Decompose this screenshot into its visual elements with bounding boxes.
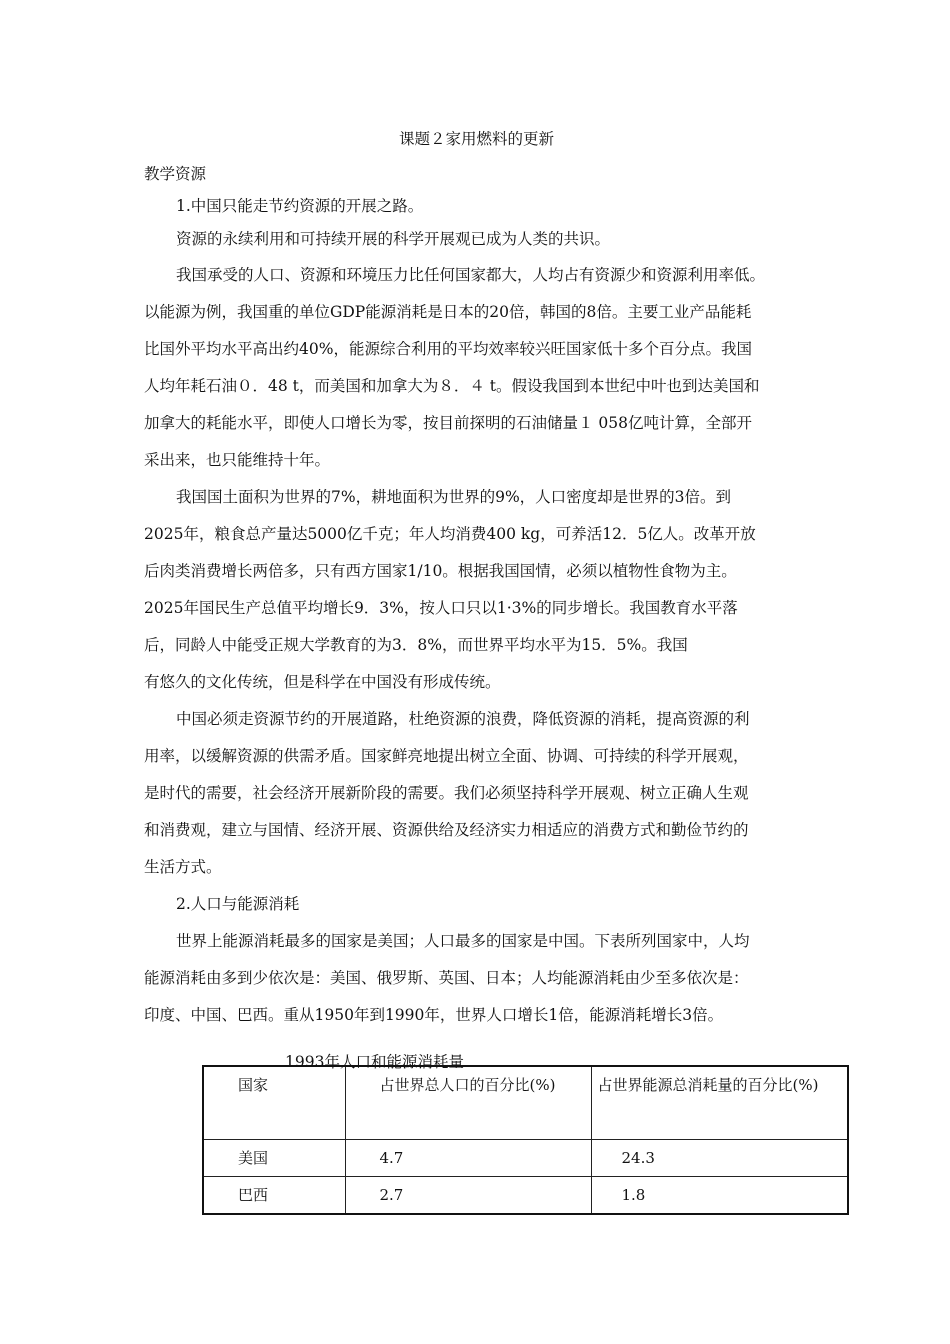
paragraph-line: 采出来，也只能维持十年。	[144, 450, 331, 469]
table-cell: 24.3	[591, 1139, 848, 1176]
paragraph-line: 是时代的需要，社会经济开展新阶段的需要。我们必须坚持科学开展观、树立正确人生观	[144, 783, 749, 802]
paragraph-line: 生活方式。	[144, 857, 222, 876]
paragraph-line: 我国承受的人口、资源和环境压力比任何国家都大，人均占有资源少和资源利用率低。	[176, 265, 766, 284]
table-cell: 4.7	[345, 1139, 591, 1176]
paragraph-line: 中国必须走资源节约的开展道路，杜绝资源的浪费，降低资源的消耗，提高资源的利	[176, 709, 750, 728]
document-title: 课题２家用燃料的更新	[398, 130, 554, 148]
table-caption: 1993年人口和能源消耗量	[285, 1052, 464, 1071]
subheading-1: 1.中国只能走节约资源的开展之路。	[176, 197, 424, 216]
paragraph-line: 印度、中国、巴西。重从1950年到1990年，世界人口增长1倍，能源消耗增长3倍。	[144, 1005, 724, 1024]
table-cell: 巴西	[203, 1176, 345, 1214]
paragraph-line: 世界上能源消耗最多的国家是美国；人口最多的国家是中国。下表所列国家中，人均	[176, 931, 750, 950]
section-heading: 教学资源	[144, 165, 207, 183]
paragraph-line: 能源消耗由多到少依次是：美国、俄罗斯、英国、日本；人均能源消耗由少至多依次是：	[144, 968, 749, 987]
paragraph-line: 加拿大的耗能水平，即使人口增长为零，按目前探明的石油储量１ 058亿吨计算，全部开	[144, 413, 753, 432]
paragraph-5	[144, 923, 809, 1034]
energy-table	[202, 1065, 849, 1215]
paragraph-3	[144, 479, 809, 701]
paragraph-line: 后肉类消费增长两倍多，只有西方国家1/10。根据我国国情，必须以植物性食物为主。	[144, 561, 737, 580]
table-cell: 1.8	[591, 1176, 848, 1214]
paragraph-4	[144, 701, 809, 886]
paragraph-line: 和消费观，建立与国情、经济开展、资源供给及经济实力相适应的消费方式和勤俭节约的	[144, 820, 749, 839]
table-row	[203, 1176, 848, 1214]
document-body	[144, 124, 809, 1082]
paragraph-line: 用率，以缓解资源的供需矛盾。国家鲜亮地提出树立全面、协调、可持续的科学开展观，	[144, 746, 749, 765]
paragraph-line: 比国外平均水平高出约40%，能源综合利用的平均效率较兴旺国家低十多个百分点。我国	[144, 339, 752, 358]
table-header-row	[203, 1066, 848, 1139]
paragraph-line: 有悠久的文化传统，但是科学在中国没有形成传统。	[144, 672, 501, 691]
paragraph-line: 2025年国民生产总值平均增长9．3%，按人口只以1·3%的同步增长。我国教育水平落	[144, 598, 738, 617]
paragraph-line: 我国国土面积为世界的7%，耕地面积为世界的9%，人口密度却是世界的3倍。到	[176, 487, 732, 506]
table-cell: 美国	[203, 1139, 345, 1176]
paragraph-2	[144, 257, 809, 479]
table-header-cell: 占世界总人口的百分比(%)	[345, 1066, 591, 1139]
paragraph-line: 以能源为例，我国重的单位GDP能源消耗是日本的20倍，韩国的8倍。主要工业产品能耗	[144, 302, 752, 321]
paragraph-1: 资源的永续利用和可持续开展的科学开展观已成为人类的共识。	[176, 229, 611, 248]
paragraph-line: 2025年，粮食总产量达5000亿千克；年人均消费400 kg，可养活12．5亿人。改革开放	[144, 524, 756, 543]
table-row	[203, 1139, 848, 1176]
table-header-cell: 占世界能源总消耗量的百分比(%)	[591, 1066, 848, 1139]
table-cell: 2.7	[345, 1176, 591, 1214]
table-header-cell: 国家	[203, 1066, 345, 1139]
subheading-2: 2.人口与能源消耗	[176, 894, 300, 913]
paragraph-line: 人均年耗石油０．48 t，而美国和加拿大为８．４ t。假设我国到本世纪中叶也到达美国和	[144, 376, 760, 395]
paragraph-line: 后，同龄人中能受正规大学教育的为3．8%，而世界平均水平为15．5%。我国	[144, 635, 688, 654]
